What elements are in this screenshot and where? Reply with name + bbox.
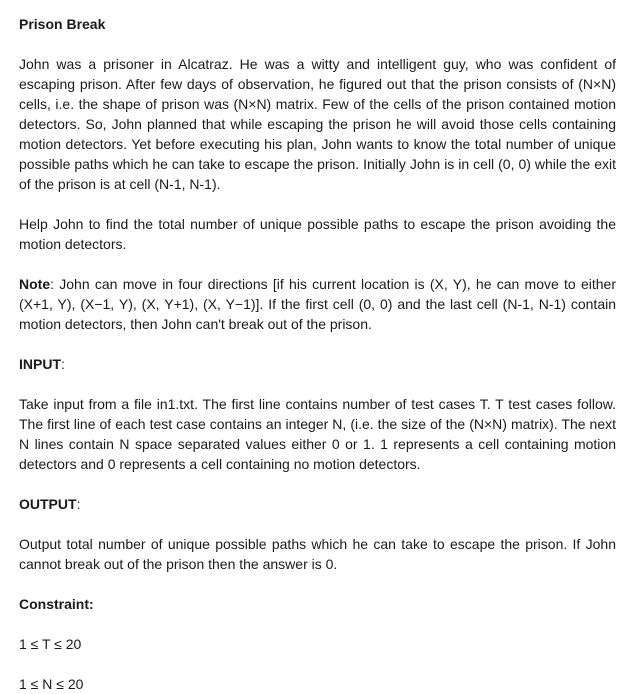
constraint-heading: Constraint: (19, 596, 94, 612)
note-paragraph (19, 274, 616, 334)
problem-title: Prison Break (19, 16, 106, 32)
intro-paragraph: John was a prisoner in Alcatraz. He was a witty and intelligent guy, who was confident of escaping prison. After few days of observation, he figured out that the prison consists of (N×N) cells, i.e. the shape of prison was (N×N) matrix. Few of the cells of the prison contained motion detectors. So, John planned that while escaping the prison he will avoid those cells containing motion detectors. Yet before executing his plan, John wants to know the total number of unique possible paths which he can take to escape the prison. Initially John is in cell (0, 0) while the exit of the prison is at cell (N-1, N-1). (19, 56, 616, 192)
note-label: Note (19, 276, 51, 292)
note-text: : John can move in four directions [if his current location is (X, Y), he can move to either (X+1, Y), (X−1, Y), (X, Y+1), (X, Y−1)]. If the first cell (0, 0) and the last cell (N-1, N-1) contain motion detectors, then John can't break out of the prison. (19, 276, 616, 332)
input-heading-suffix: : (61, 356, 65, 372)
help-paragraph: Help John to find the total number of unique possible paths to escape the prison avoiding the motion detectors. (19, 216, 616, 252)
output-heading-suffix: : (76, 496, 81, 512)
input-heading (19, 354, 616, 374)
output-heading (19, 494, 616, 514)
input-heading-label: INPUT (19, 356, 61, 372)
constraint-t: 1 ≤ T ≤ 20 (19, 636, 82, 652)
input-paragraph: Take input from a file in1.txt. The first line contains number of test cases T. T test cases follow. The first line of each test case contains an integer N, (i.e. the size of the (N×N) matrix). The next N lines contain N space separated values either 0 or 1. 1 represents a cell containing motion detectors and 0 represents a cell containing no motion detectors. (19, 396, 616, 472)
constraint-n: 1 ≤ N ≤ 20 (19, 676, 84, 692)
output-heading-label: OUTPUT (19, 496, 77, 512)
output-paragraph: Output total number of unique possible paths which he can take to escape the prison. If John cannot break out of the prison then the answer is 0. (19, 536, 616, 572)
